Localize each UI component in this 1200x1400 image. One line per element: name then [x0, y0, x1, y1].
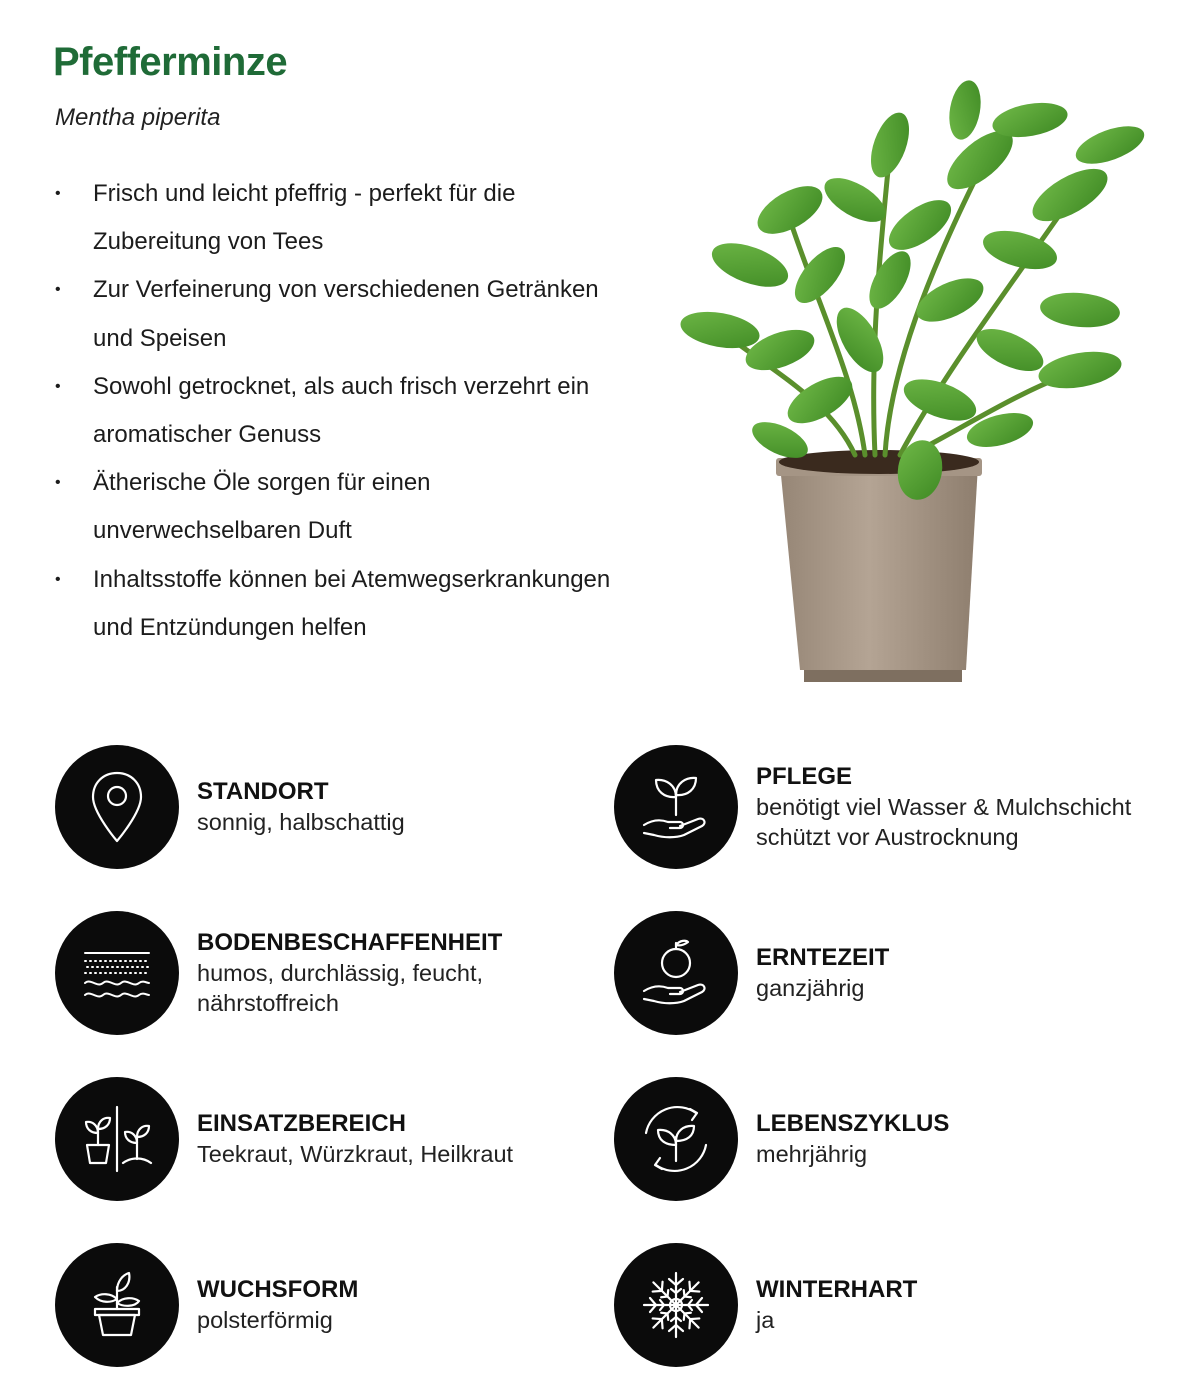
feature-winterhart: [614, 1243, 917, 1367]
lifecycle-plant-icon: [614, 1077, 738, 1201]
feature-bodenbeschaffenheit: [55, 911, 527, 1035]
product-image-peppermint-plant: [640, 50, 1160, 690]
feature-value: humos, durchlässig, feucht, nährstoffreich: [197, 960, 484, 1016]
feature-label: ERNTEZEIT: [756, 944, 890, 971]
location-pin-icon: [55, 745, 179, 869]
feature-label: BODENBESCHAFFENHEIT: [197, 929, 503, 956]
feature-wuchsform: [55, 1243, 358, 1367]
feature-bullet-list: [53, 170, 633, 652]
feature-value: polsterförmig: [197, 1307, 333, 1333]
pot-and-ground-plant-icon: [55, 1077, 179, 1201]
feature-einsatzbereich: [55, 1077, 513, 1201]
soil-layers-icon: [55, 911, 179, 1035]
snowflake-icon: [614, 1243, 738, 1367]
feature-value: ja: [756, 1307, 775, 1333]
bullet-item: • Frisch und leicht pfeffrig - perfekt für die Zubereitung von Tees: [53, 170, 633, 266]
feature-value: benötigt viel Wasser & Mulchschicht schützt vor Austrocknung: [756, 794, 1132, 850]
feature-value: mehrjährig: [756, 1141, 868, 1167]
bullet-item: • Sowohl getrocknet, als auch frisch verzehrt ein aromatischer Genuss: [53, 363, 633, 459]
product-title: Pfefferminze: [53, 40, 288, 84]
feature-lebenszyklus: [614, 1077, 949, 1201]
feature-label: WUCHSFORM: [197, 1276, 359, 1303]
bullet-item: • Inhaltsstoffe können bei Atemwegserkrankungen und Entzündungen helfen: [53, 556, 633, 652]
bullet-item: • Zur Verfeinerung von verschiedenen Getränken und Speisen: [53, 266, 633, 362]
potted-plant-icon: [55, 1243, 179, 1367]
seedling-in-hand-icon: [614, 745, 738, 869]
feature-label: STANDORT: [197, 778, 329, 805]
feature-label: LEBENSZYKLUS: [756, 1110, 950, 1137]
fruit-in-hand-icon: [614, 911, 738, 1035]
feature-standort: [55, 745, 405, 869]
feature-erntezeit: [614, 911, 889, 1035]
feature-value: ganzjährig: [756, 975, 865, 1001]
feature-label: EINSATZBEREICH: [197, 1110, 406, 1137]
feature-value: sonnig, halbschattig: [197, 809, 405, 835]
feature-pflege: [614, 745, 1194, 869]
feature-label: PFLEGE: [756, 763, 853, 790]
bullet-item: • Ätherische Öle sorgen für einen unverwechselbaren Duft: [53, 459, 633, 555]
feature-label: WINTERHART: [756, 1276, 918, 1303]
feature-value: Teekraut, Würzkraut, Heilkraut: [197, 1141, 514, 1167]
latin-name: Mentha piperita: [55, 104, 221, 131]
